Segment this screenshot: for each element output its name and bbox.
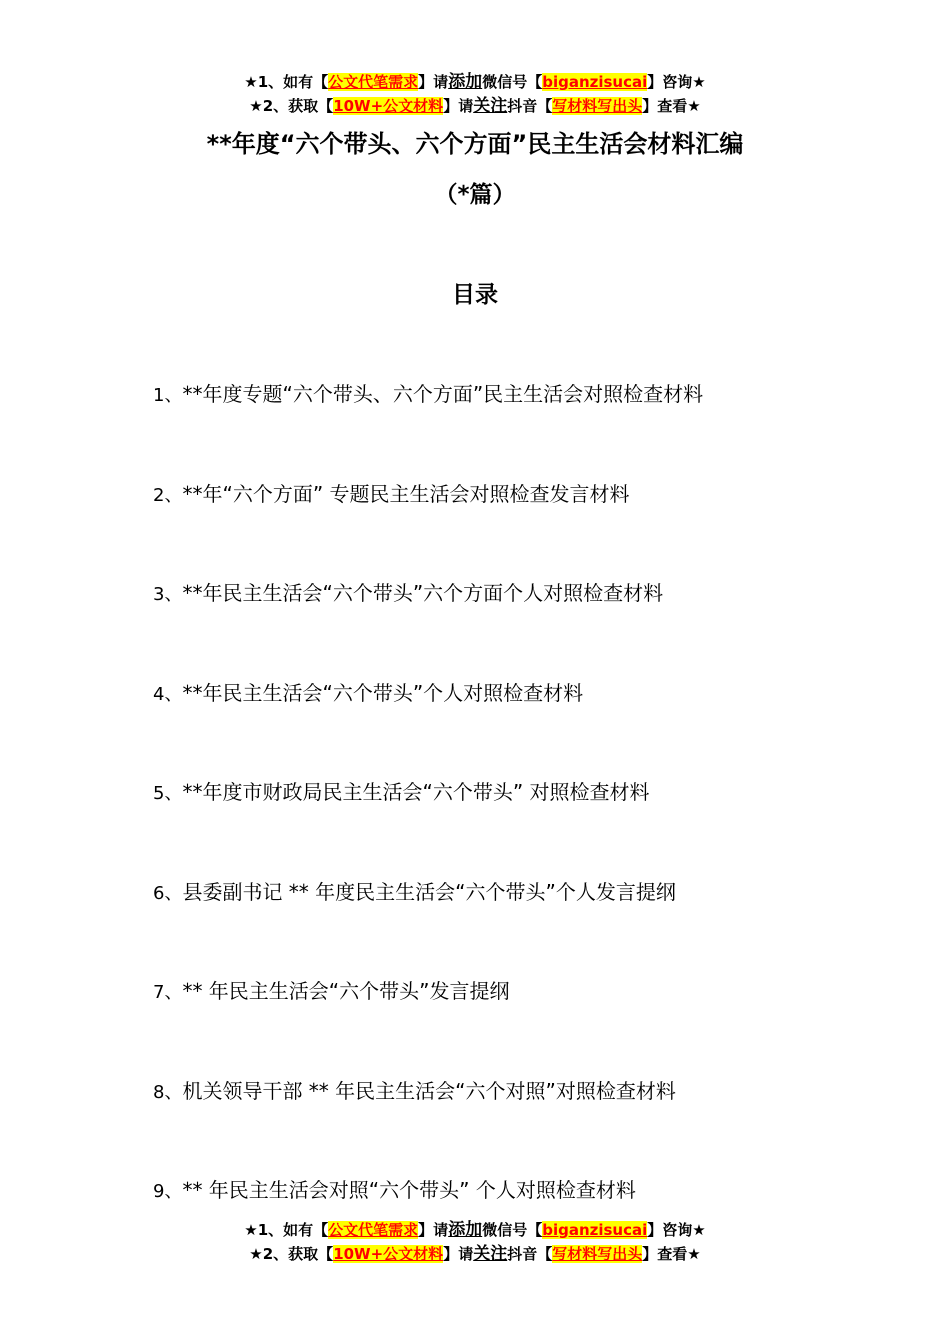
toc-item-text: **年度专题“六个带头、六个方面”民主生活会对照检查材料	[182, 382, 704, 406]
toc-list	[153, 378, 913, 1274]
toc-item	[153, 1075, 913, 1175]
toc-item-number: 4、	[153, 683, 183, 705]
banner-highlight: 公文代笔需求	[328, 73, 419, 91]
toc-item-text: **年度市财政局民主生活会“六个带头” 对照检查材料	[182, 780, 650, 804]
toc-item-text: 县委副书记 ** 年度民主生活会“六个带头”个人发言提纲	[182, 879, 676, 904]
banner-douyin-account: 写材料写出头	[552, 97, 643, 115]
bottom-banner	[0, 1218, 950, 1266]
banner-text: 微信号【	[482, 1221, 543, 1239]
toc-item-number: 5、	[153, 783, 183, 804]
toc-item-number: 3、	[153, 584, 183, 605]
banner-text: 】请	[418, 1221, 449, 1239]
banner-text: 】查看★	[642, 97, 701, 115]
banner-wechat-id: biganzisucai	[542, 73, 648, 91]
banner-emphasis: 添加	[448, 72, 483, 92]
banner-text: ★1、如有【	[244, 73, 329, 91]
toc-heading: 目录	[452, 282, 498, 308]
banner-highlight: 10W+公文材料	[333, 97, 444, 115]
toc-item-text: **年“六个方面” 专题民主生活会对照检查发言材料	[182, 481, 630, 506]
toc-item	[153, 876, 913, 976]
banner-text: ★2、获取【	[249, 97, 334, 115]
toc-item	[153, 776, 913, 876]
banner-emphasis: 关注	[473, 96, 508, 116]
banner-highlight: 10W+公文材料	[333, 1245, 444, 1263]
toc-item-text: ** 年民主生活会“六个带头”发言提纲	[182, 979, 510, 1003]
banner-line-2	[0, 1242, 950, 1266]
banner-text: 】请	[443, 1245, 474, 1263]
toc-item	[153, 478, 913, 578]
banner-text: ★2、获取【	[249, 1245, 334, 1263]
document-title: **年度“六个带头、六个方面”民主生活会材料汇编	[206, 130, 744, 158]
banner-text: ★1、如有【	[244, 1221, 329, 1239]
document-subtitle: （*篇）	[434, 182, 516, 208]
banner-text: 】咨询★	[647, 73, 706, 91]
toc-item-number: 8、	[153, 1081, 183, 1103]
toc-item	[153, 677, 913, 777]
banner-text: 】查看★	[642, 1245, 701, 1263]
banner-text: 】请	[418, 73, 449, 91]
top-banner	[0, 70, 950, 118]
toc-item	[153, 378, 913, 478]
banner-douyin-account: 写材料写出头	[552, 1245, 643, 1263]
banner-text: 抖音【	[507, 97, 553, 115]
banner-text: 抖音【	[507, 1245, 553, 1263]
toc-item-number: 7、	[153, 982, 183, 1003]
toc-item-text: ** 年民主生活会对照“六个带头” 个人对照检查材料	[182, 1178, 636, 1202]
toc-item	[153, 577, 913, 677]
toc-item-text: **年民主生活会“六个带头”个人对照检查材料	[182, 680, 584, 705]
banner-line-2	[0, 94, 950, 118]
banner-emphasis: 关注	[473, 1244, 508, 1264]
toc-item-text: **年民主生活会“六个带头”六个方面个人对照检查材料	[182, 581, 664, 605]
banner-line-1	[0, 1218, 950, 1242]
toc-item-number: 6、	[153, 882, 183, 904]
banner-text: 】咨询★	[647, 1221, 706, 1239]
toc-item-text: 机关领导干部 ** 年民主生活会“六个对照”对照检查材料	[182, 1078, 676, 1103]
banner-text: 微信号【	[482, 73, 543, 91]
banner-wechat-id: biganzisucai	[542, 1221, 648, 1239]
toc-item-number: 9、	[153, 1181, 183, 1202]
banner-emphasis: 添加	[448, 1220, 483, 1240]
toc-item	[153, 975, 913, 1075]
banner-line-1	[0, 70, 950, 94]
toc-item-number: 2、	[153, 484, 183, 506]
toc-item-number: 1、	[153, 385, 183, 406]
banner-text: 】请	[443, 97, 474, 115]
banner-highlight: 公文代笔需求	[328, 1221, 419, 1239]
